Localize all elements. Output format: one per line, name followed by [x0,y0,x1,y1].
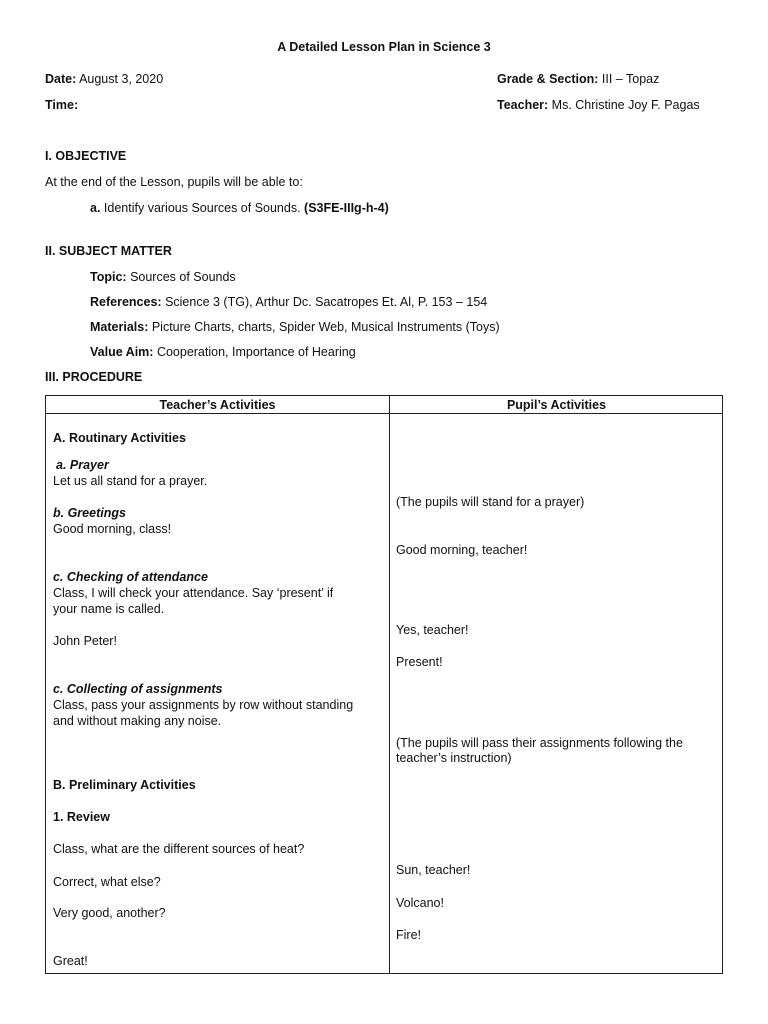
pupil-activities-header: Pupil’s Activities [506,398,607,412]
time-line [45,99,78,112]
grade-label: Grade & Section: [497,72,599,86]
procedure-table [45,395,723,974]
topic-value: Sources of Sounds [130,270,236,284]
grade-value: III – Topaz [601,72,660,86]
assignments-text-2: and without making any noise. [53,714,222,728]
header-divider [46,413,722,414]
prayer-heading: a. Prayer [56,458,109,472]
materials-value: Picture Charts, charts, Spider Web, Musical Instruments (Toys) [151,320,500,334]
john-peter-text: John Peter! [53,634,117,648]
grade-line [497,73,659,86]
preliminary-activities-heading: B. Preliminary Activities [53,778,196,792]
references-line [90,296,487,309]
references-label: References: [90,295,162,309]
routinary-activities-heading: A. Routinary Activities [53,431,186,445]
pupil-pass-response-1: (The pupils will pass their assignments following the [396,736,683,750]
review-question-1: Class, what are the different sources of heat? [53,842,305,856]
date-line [45,73,163,86]
review-question-2: Correct, what else? [53,875,161,889]
topic-line [90,271,236,284]
pupil-volcano-response: Volcano! [396,896,444,910]
objective-intro: At the end of the Lesson, pupils will be able to: [45,175,303,189]
assignments-heading: c. Collecting of assignments [53,682,223,696]
time-label: Time: [45,98,79,112]
objective-heading: I. OBJECTIVE [45,149,127,163]
attendance-heading: c. Checking of attendance [53,570,208,584]
great-text: Great! [53,954,88,968]
date-label: Date: [45,72,77,86]
pupil-sun-response: Sun, teacher! [396,863,471,877]
review-question-3: Very good, another? [53,906,166,920]
attendance-text-1: Class, I will check your attendance. Say ‘present’ if [53,586,334,600]
value-aim-value: Cooperation, Importance of Hearing [156,345,356,359]
value-aim-line [90,346,356,359]
teacher-label: Teacher: [497,98,549,112]
pupil-pass-response-2: teacher’s instruction) [396,751,512,765]
materials-line [90,321,500,334]
teacher-line [497,99,700,112]
date-value: August 3, 2020 [79,72,164,86]
pupil-present-response: Present! [396,655,443,669]
column-divider [389,396,390,973]
pupil-greeting-response: Good morning, teacher! [396,543,528,557]
pupil-prayer-response: (The pupils will stand for a prayer) [396,495,585,509]
greetings-heading: b. Greetings [53,506,126,520]
assignments-text-1: Class, pass your assignments by row without standing [53,698,354,712]
references-value: Science 3 (TG), Arthur Dc. Sacatropes Et. Al, P. 153 – 154 [165,295,488,309]
materials-label: Materials: [90,320,149,334]
objective-item-code: (S3FE-IIIg-h-4) [304,201,389,215]
prayer-text: Let us all stand for a prayer. [53,474,208,488]
objective-item-letter: a. [90,201,101,215]
document-title: A Detailed Lesson Plan in Science 3 [277,40,491,54]
review-heading: 1. Review [53,810,110,824]
pupil-yes-response: Yes, teacher! [396,623,469,637]
subject-matter-heading: II. SUBJECT MATTER [45,244,172,258]
teacher-value: Ms. Christine Joy F. Pagas [551,98,700,112]
objective-item-text: Identify various Sources of Sounds. [103,201,301,215]
objective-item [90,202,389,215]
greetings-text: Good morning, class! [53,522,172,536]
pupil-fire-response: Fire! [396,928,421,942]
topic-label: Topic: [90,270,127,284]
value-aim-label: Value Aim: [90,345,154,359]
teacher-activities-header: Teacher’s Activities [159,398,276,412]
attendance-text-2: your name is called. [53,602,165,616]
procedure-heading: III. PROCEDURE [45,370,143,384]
